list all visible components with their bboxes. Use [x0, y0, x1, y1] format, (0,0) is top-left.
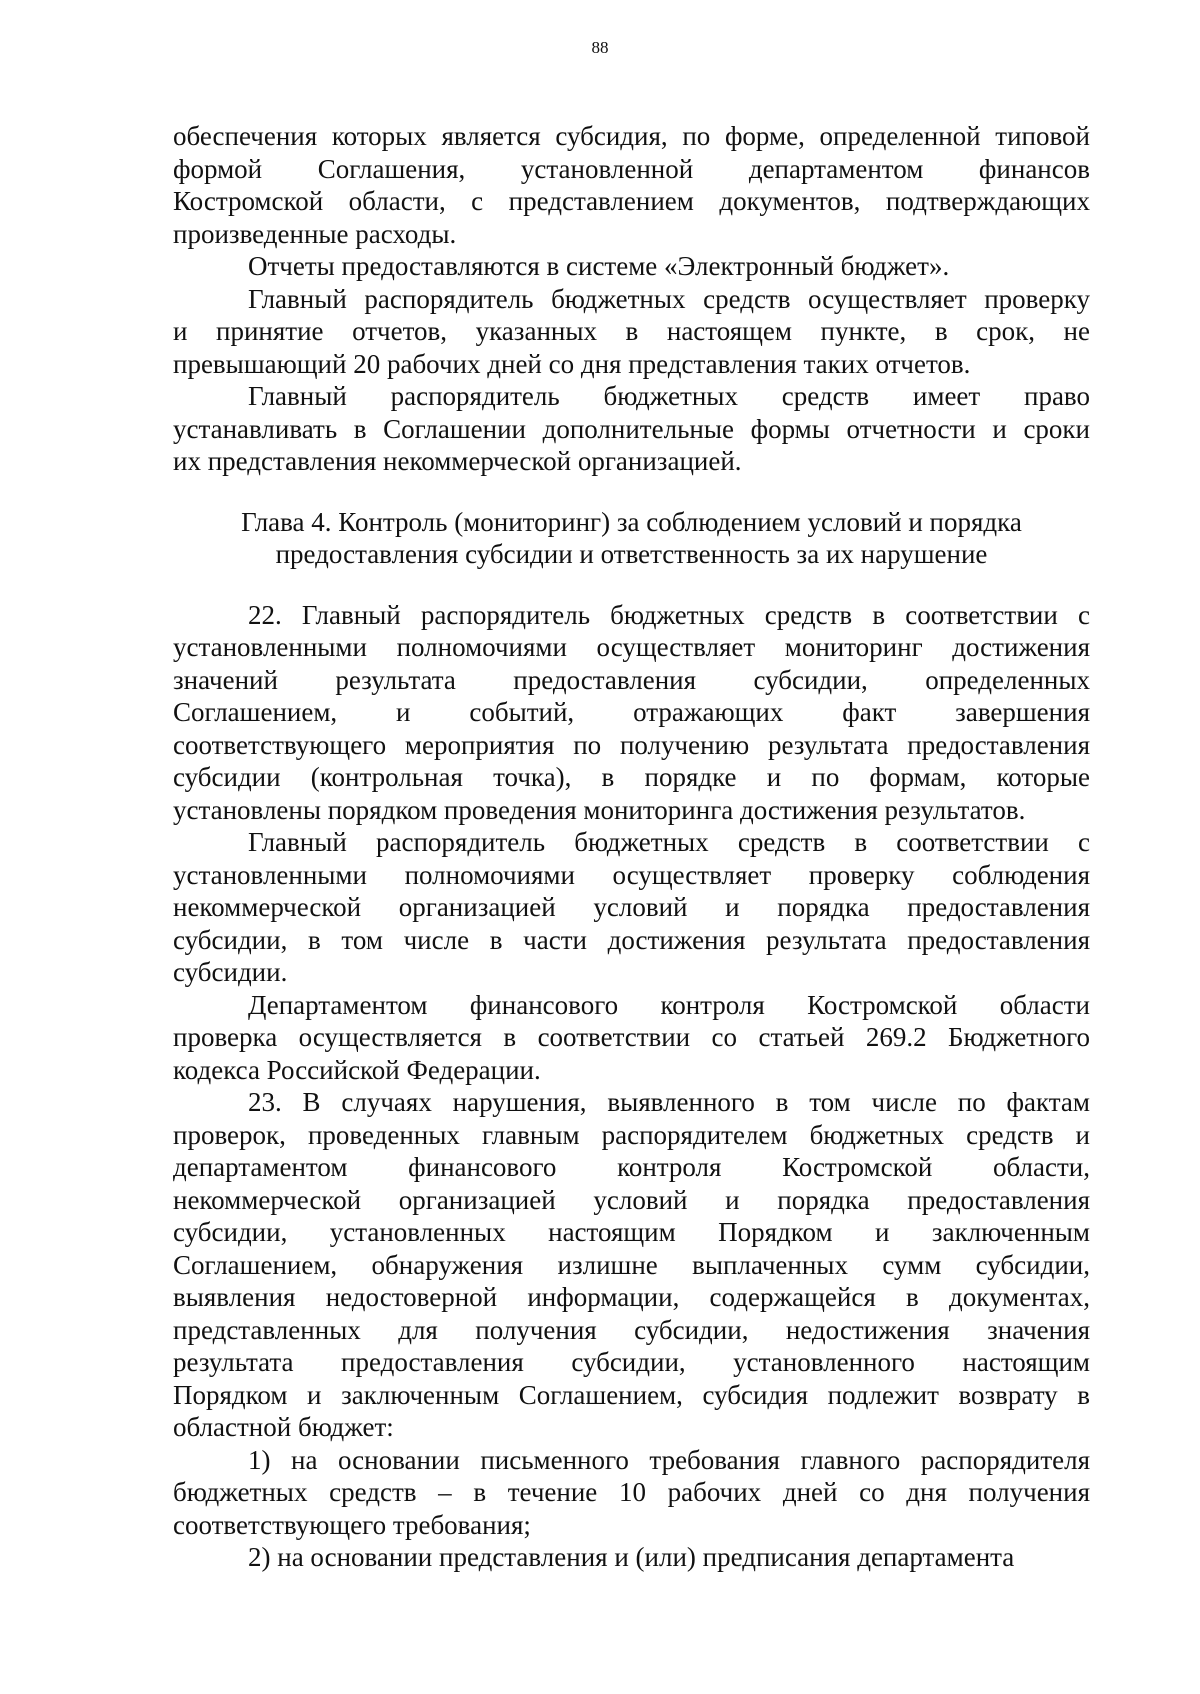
text-line: установлены порядком проведения мониторинга достижения результатов. [173, 794, 1026, 825]
text-line: представленных для получения субсидии, недостижения значения [173, 1314, 1090, 1345]
text-line: установленными полномочиями осуществляет мониторинг достижения [173, 632, 1090, 662]
text-line: обеспечения которых является субсидия, по форме, определенной типовой [173, 121, 1090, 151]
text-line: бюджетных средств – в течение 10 рабочих дней со дня получения [173, 1477, 1090, 1507]
text-line: некоммерческой организацией условий и порядка предоставления [173, 1184, 1090, 1215]
text-line: субсидии, в том числе в части достижения результата предоставления [173, 924, 1090, 955]
document-body [173, 120, 1090, 1574]
text-line: областной бюджет: [173, 1412, 394, 1442]
text-line: Главный распорядитель бюджетных средств имеет право [248, 381, 1090, 411]
paragraph [173, 599, 1090, 827]
text-line: формой Соглашения, установленной департаментом финансов [173, 153, 1090, 184]
text-line: устанавливать в Соглашении дополнительные формы отчетности и сроки [173, 413, 1090, 444]
paragraph [173, 283, 1090, 381]
paragraph [173, 120, 1090, 250]
paragraph [173, 826, 1090, 989]
chapter-heading [173, 506, 1090, 571]
text-line: 23. В случаях нарушения, выявленного в том числе по фактам [248, 1087, 1090, 1117]
text-line: проверок, проведенных главным распорядителем бюджетных средств и [173, 1119, 1090, 1150]
text-line: субсидии (контрольная точка), в порядке и по формам, которые [173, 762, 1090, 792]
text-line: соответствующего мероприятия по получению результата предоставления [173, 729, 1090, 760]
text-line: Соглашением, обнаружения излишне выплаченных сумм субсидии, [173, 1249, 1090, 1280]
text-line: некоммерческой организацией условий и порядка предоставления [173, 892, 1090, 922]
text-line: их представления некоммерческой организацией. [173, 446, 742, 476]
text-line: Департаментом финансового контроля Костромской области [248, 989, 1090, 1020]
text-line: проверка осуществляется в соответствии со статьей 269.2 Бюджетного [173, 1022, 1090, 1052]
text-line: кодекса Российской Федерации. [173, 1054, 541, 1085]
text-line: произведенные расходы. [173, 218, 457, 249]
text-line: 1) на основании письменного требования главного распорядителя [248, 1444, 1090, 1475]
text-line: Главный распорядитель бюджетных средств в соответствии с [248, 827, 1090, 857]
paragraph [173, 1444, 1090, 1542]
chapter-heading-line-2: предоставления субсидии и ответственность за их нарушение [275, 539, 988, 569]
paragraph [173, 1541, 1090, 1574]
text-line: департаментом финансового контроля Костромской области, [173, 1152, 1090, 1182]
paragraph [173, 989, 1090, 1087]
chapter-heading-line-1: Глава 4. Контроль (мониторинг) за соблюдением условий и порядка [241, 506, 1022, 537]
text-line: Отчеты предоставляются в системе «Электронный бюджет». [248, 251, 950, 281]
text-line: Порядком и заключенным Соглашением, субсидия подлежит возврату в [173, 1379, 1090, 1410]
text-line: 22. Главный распорядитель бюджетных средств в соответствии с [248, 599, 1090, 630]
text-line: установленными полномочиями осуществляет проверку соблюдения [173, 859, 1090, 890]
paragraph [173, 250, 1090, 283]
text-line: результата предоставления субсидии, установленного настоящим [173, 1347, 1090, 1377]
text-line: выявления недостоверной информации, содержащейся в документах, [173, 1282, 1090, 1312]
text-line: субсидии, установленных настоящим Порядком и заключенным [173, 1217, 1090, 1247]
paragraph [173, 380, 1090, 478]
text-line: Костромской области, с представлением документов, подтверждающих [173, 186, 1090, 216]
section-reports [173, 120, 1090, 478]
section-control [173, 599, 1090, 1574]
text-line: и принятие отчетов, указанных в настоящем пункте, в срок, не [173, 316, 1090, 346]
text-line: Соглашением, и событий, отражающих факт завершения [173, 697, 1090, 727]
text-line: превышающий 20 рабочих дней со дня представления таких отчетов. [173, 348, 971, 379]
text-line: Главный распорядитель бюджетных средств осуществляет проверку [248, 283, 1090, 314]
text-line: значений результата предоставления субсидии, определенных [173, 664, 1090, 695]
page-number: 88 [591, 38, 609, 57]
text-line: соответствующего требования; [173, 1509, 531, 1540]
text-line: 2) на основании представления и (или) предписания департамента [248, 1542, 1015, 1572]
text-line: субсидии. [173, 957, 288, 987]
paragraph [173, 1086, 1090, 1444]
